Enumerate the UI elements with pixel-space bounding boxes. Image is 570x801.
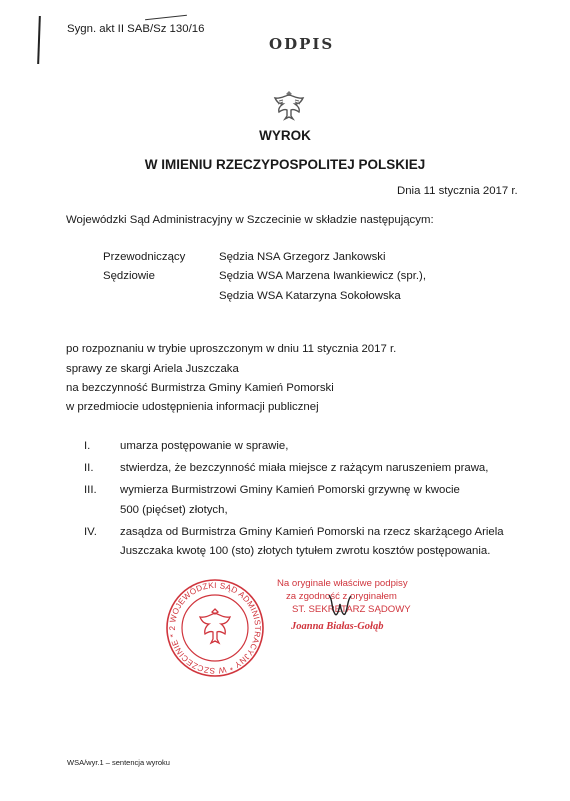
item-number: I. — [84, 440, 91, 452]
panel-name: Sędzia WSA Marzena Iwankiewicz (spr.), — [219, 270, 426, 282]
footer-note: WSA/wyr.1 – sentencja wyroku — [67, 758, 170, 767]
certification-line: Na oryginale właściwe podpisy — [277, 578, 408, 589]
item-text: stwierdza, że bezczynność miała miejsce z rażącym naruszeniem prawa, — [120, 462, 489, 474]
panel-name: Sędzia WSA Katarzyna Sokołowska — [219, 290, 401, 302]
item-text: wymierza Burmistrzowi Gminy Kamień Pomorski grzywnę w kwocie — [120, 484, 460, 496]
item-number: IV. — [84, 526, 97, 538]
seal-eagle-icon — [200, 609, 230, 643]
document-subtitle: W IMIENIU RZECZYPOSPOLITEJ POLSKIEJ — [144, 157, 426, 172]
eagle-emblem-icon — [272, 86, 306, 124]
item-text: 500 (pięćset) złotych, — [120, 504, 228, 516]
panel-role: Sędziowie — [103, 270, 155, 282]
intro-line: w przedmiocie udostępnienia informacji publicznej — [66, 401, 319, 413]
intro-line: sprawy ze skargi Ariela Juszczaka — [66, 363, 239, 375]
intro-line: po rozpoznaniu w trybie uproszczonym w dniu 11 stycznia 2017 r. — [66, 343, 397, 355]
seal-text: WOJEWÓDZKI SĄD ADMINISTRACYJNY * W SZCZECINIE * 2 — [167, 580, 263, 676]
document-title: WYROK — [259, 128, 311, 143]
panel-name: Sędzia NSA Grzegorz Jankowski — [219, 251, 386, 263]
certification-signature: Joanna Białas-Gołąb — [291, 621, 384, 632]
margin-pen-mark — [37, 16, 41, 64]
court-line: Wojewódzki Sąd Administracyjny w Szczecinie w składzie następującym: — [66, 214, 434, 226]
certification-title: ST. SEKRETARZ SĄDOWY — [292, 604, 411, 615]
court-seal — [164, 577, 266, 679]
handwritten-signature — [325, 590, 359, 620]
item-text: Juszczaka kwotę 100 (sto) złotych tytułem zwrotu kosztów postępowania. — [120, 545, 491, 557]
item-number: III. — [84, 484, 97, 496]
item-text: umarza postępowanie w sprawie, — [120, 440, 289, 452]
case-number: Sygn. akt II SAB/Sz 130/16 — [67, 23, 205, 35]
panel-role: Przewodniczący — [103, 251, 186, 263]
copy-stamp: ODPIS — [269, 35, 335, 53]
case-number-overline — [145, 15, 187, 20]
item-number: II. — [84, 462, 94, 474]
date-line: Dnia 11 stycznia 2017 r. — [397, 185, 518, 197]
intro-line: na bezczynność Burmistrza Gminy Kamień Pomorski — [66, 382, 334, 394]
certification-line: za zgodność z oryginałem — [286, 591, 397, 602]
item-text: zasądza od Burmistrza Gminy Kamień Pomorski na rzecz skarżącego Ariela — [120, 526, 504, 538]
